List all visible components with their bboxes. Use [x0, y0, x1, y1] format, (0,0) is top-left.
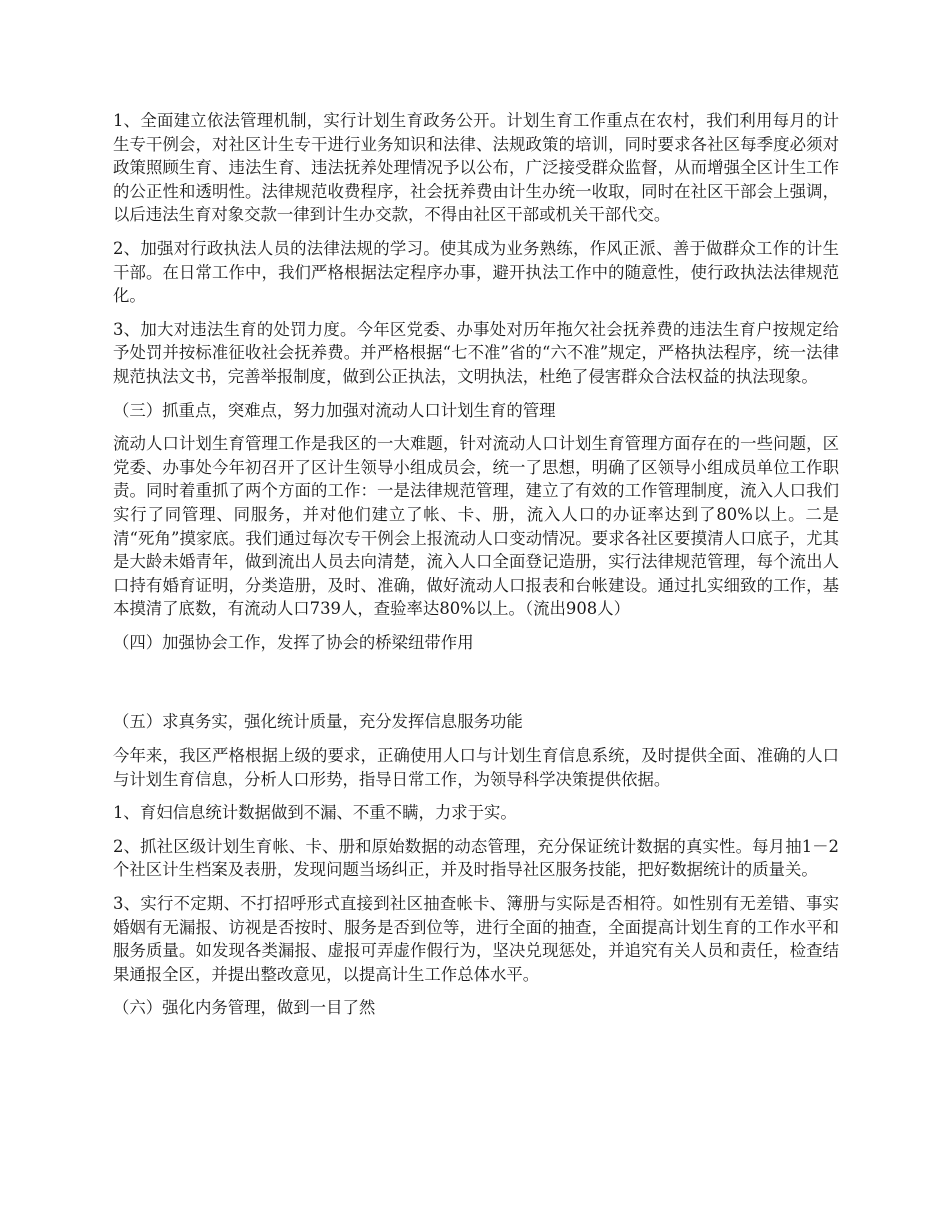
paragraph-law-study: 2、加强对行政执法人员的法律法规的学习。使其成为业务熟练，作风正派、善于做群众工作的计生干部。在日常工作中，我们严格根据法定程序办事，避开执法工作中的随意性，使行政执法法律规范化。 — [113, 238, 839, 306]
heading-section-4: （四）加强协会工作，发挥了协会的桥梁纽带作用 — [113, 632, 474, 652]
heading-section-5: （五）求真务实，强化统计质量，充分发挥信息服务功能 — [113, 712, 523, 732]
section-gap — [113, 664, 839, 710]
paragraph-dynamic-management: 2、抓社区级计划生育帐、卡、册和原始数据的动态管理，充分保证统计数据的真实性。每月抽1－2个社区计生档案及表册，发现问题当场纠正，并及时指导社区服务技能，把好数据统计的质量关。 — [113, 836, 839, 880]
heading-section-6: （六）强化内务管理，做到一目了然 — [113, 998, 376, 1018]
paragraph-penalty: 3、加大对违法生育的处罚力度。今年区党委、办事处对历年拖欠社会抚养费的违法生育户按规定给予处罚并按标准征收社会抚养费。并严格根据“七不准”省的“六不准”规定，严格执法程序，统一法律规范执法文书，完善举报制度，做到公正执法，文明执法，杜绝了侵害群众合法权益的执法现象。 — [113, 319, 839, 386]
paragraph-floating-population: 流动人口计划生育管理工作是我区的一大难题，针对流动人口计划生育管理方面存在的一些问题，区党委、办事处今年初召开了区计生领导小组成员会，统一了思想，明确了区领导小组成员单位工作职责。同时着重抓了两个方面的工作：一是法律规范管理，建立了有效的工作管理制度，流入人口我们实行了同管理、同服务，并对他们建立了帐、卡、册，流入人口的办证率达到了80%以上。二是清“死角”摸家底。我们通过每次专干例会上报流动人口变动情况。要求各社区要摸清人口底子，尤其是大龄未婚青年，做到流出人员去向清楚，流入人口全面登记造册，实行法律规范管理，每个流出人口持有婚育证明，分类造册，及时、准确，做好流动人口报表和台帐建设。通过扎实细致的工作，基本摸清了底数，有流动人口739人，查验率达80%以上。（流出908人） — [113, 434, 839, 619]
paragraph-spot-checks: 3、实行不定期、不打招呼形式直接到社区抽查帐卡、簿册与实际是否相符。如性别有无差错、事实婚姻有无漏报、访视是否按时、服务是否到位等，进行全面的抽查，全面提高计划生育的工作水平和服务质量。如发现各类漏报、虚报可弄虚作假行为，坚决兑现惩处，并追究有关人员和责任，检查结果通报全区，并提出整改意见，以提高计生工作总体水平。 — [113, 894, 839, 984]
paragraph-statistics-accuracy: 1、育妇信息统计数据做到不漏、不重不瞒，力求于实。 — [113, 803, 517, 823]
heading-section-3: （三）抓重点，突难点，努力加强对流动人口计划生育的管理 — [113, 400, 556, 420]
document-body — [113, 109, 839, 1030]
paragraph-legal-mechanism: 1、全面建立依法管理机制，实行计划生育政务公开。计划生育工作重点在农村，我们利用每月的计生专干例会，对社区计生专干进行业务知识和法律、法规政策的培训，同时要求各社区每季度必须对政策照顾生育、违法生育、违法抚养处理情况予以公布，广泛接受群众监督，从而增强全区计生工作的公正性和透明性。法律规范收费程序，社会抚养费由计生办统一收取，同时在社区干部会上强调，以后违法生育对象交款一律到计生办交款，不得由社区干部或机关干部代交。 — [113, 111, 839, 225]
paragraph-info-system: 今年来，我区严格根据上级的要求，正确使用人口与计划生育信息系统，及时提供全面、准确的人口与计划生育信息，分析人口形势，指导日常工作，为领导科学决策提供依据。 — [113, 746, 839, 789]
